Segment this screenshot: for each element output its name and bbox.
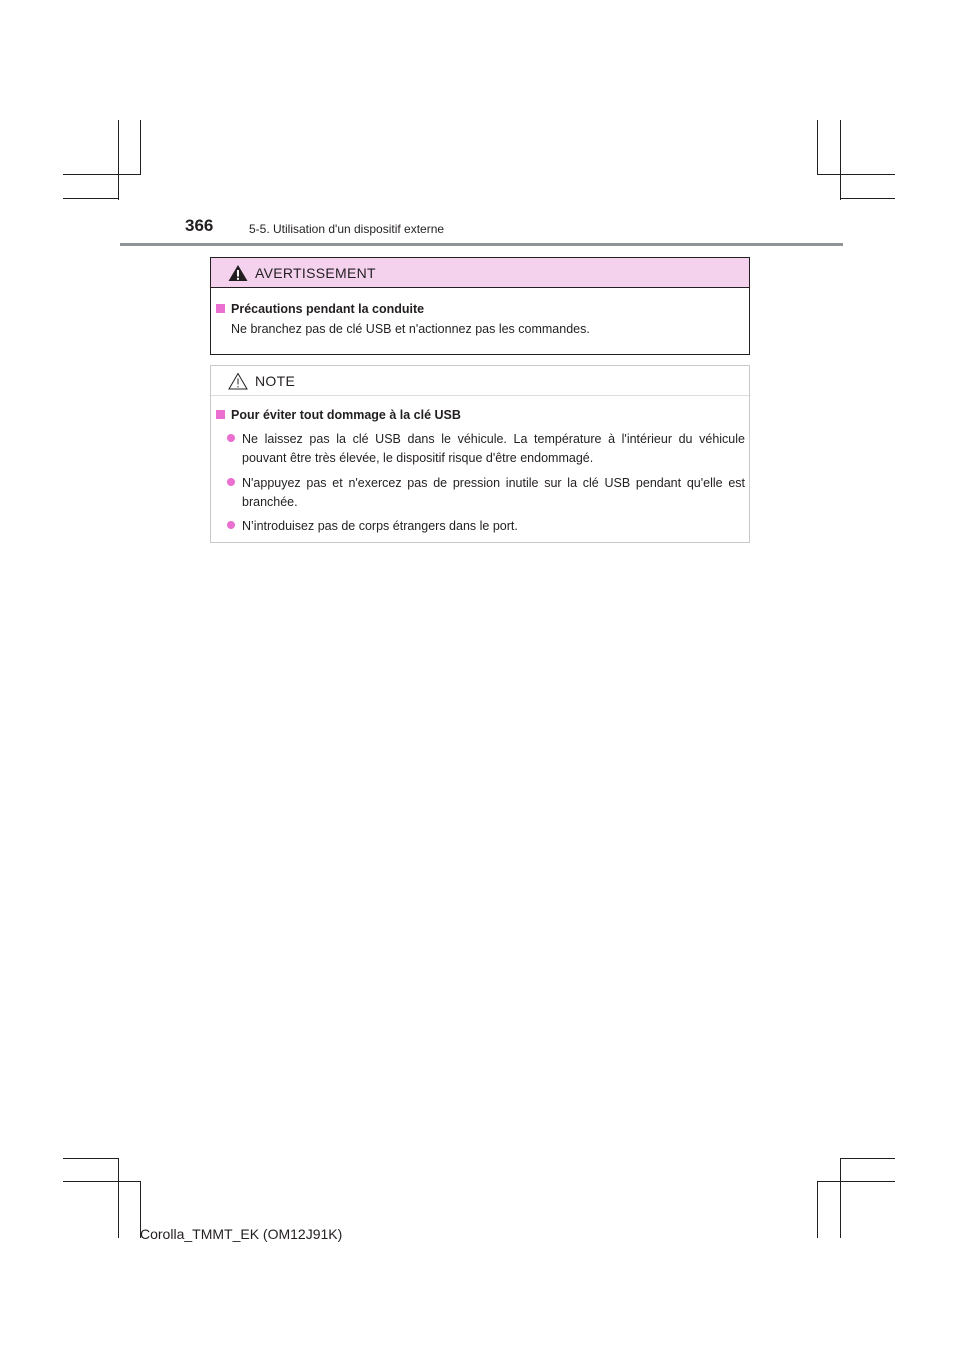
- crop-mark: [840, 198, 895, 199]
- crop-mark: [840, 120, 841, 200]
- square-bullet-icon: [216, 304, 225, 313]
- list-item-text: Ne laissez pas la clé USB dans le véhicule. La température à l'intérieur du véhicule pouvant être très élevée, le dispositif risque d'être endommagé.: [242, 432, 745, 465]
- crop-mark: [140, 120, 141, 175]
- section-title: 5-5. Utilisation d'un dispositif externe: [249, 222, 445, 236]
- crop-mark: [63, 174, 141, 175]
- crop-mark: [817, 120, 818, 175]
- list-item-text: N’introduisez pas de corps étrangers dans le port.: [242, 519, 518, 533]
- crop-mark: [840, 1158, 841, 1238]
- note-box-title: NOTE: [255, 373, 296, 389]
- crop-mark: [817, 174, 895, 175]
- warning-item-text: Ne branchez pas de clé USB et n'actionnez pas les commandes.: [231, 322, 590, 336]
- page-number: 366: [185, 216, 214, 235]
- crop-mark: [63, 1158, 119, 1159]
- warning-box-header: [211, 258, 749, 288]
- note-box-header: [211, 366, 749, 396]
- bullet-dot-icon: [227, 478, 235, 486]
- crop-mark: [63, 198, 119, 199]
- document-code: Corolla_TMMT_EK (OM12J91K): [140, 1226, 343, 1242]
- warning-box-title: AVERTISSEMENT: [255, 265, 376, 281]
- square-bullet-icon: [216, 410, 225, 419]
- crop-mark: [817, 1181, 895, 1182]
- crop-mark: [817, 1181, 818, 1238]
- note-item-heading-text: Pour éviter tout dommage à la clé USB: [231, 408, 461, 422]
- crop-mark: [840, 1158, 895, 1159]
- header-divider: [120, 243, 843, 246]
- warning-item-heading-text: Précautions pendant la conduite: [231, 302, 425, 316]
- crop-mark: [118, 1158, 119, 1238]
- note-item-heading: [216, 407, 461, 423]
- list-item: [227, 517, 745, 536]
- bullet-dot-icon: [227, 521, 235, 529]
- crop-mark: [118, 120, 119, 200]
- list-item-text: N'appuyez pas et n'exercez pas de pression inutile sur la clé USB pendant qu'elle est branchée.: [242, 476, 745, 509]
- bullet-dot-icon: [227, 434, 235, 442]
- warning-triangle-icon: [228, 264, 248, 282]
- note-box: [210, 365, 750, 543]
- caution-triangle-outline-icon: [228, 372, 248, 390]
- warning-item-heading: [216, 301, 424, 317]
- warning-box: [210, 257, 750, 355]
- crop-mark: [63, 1181, 141, 1182]
- list-item: [227, 474, 745, 512]
- list-item: [227, 430, 745, 468]
